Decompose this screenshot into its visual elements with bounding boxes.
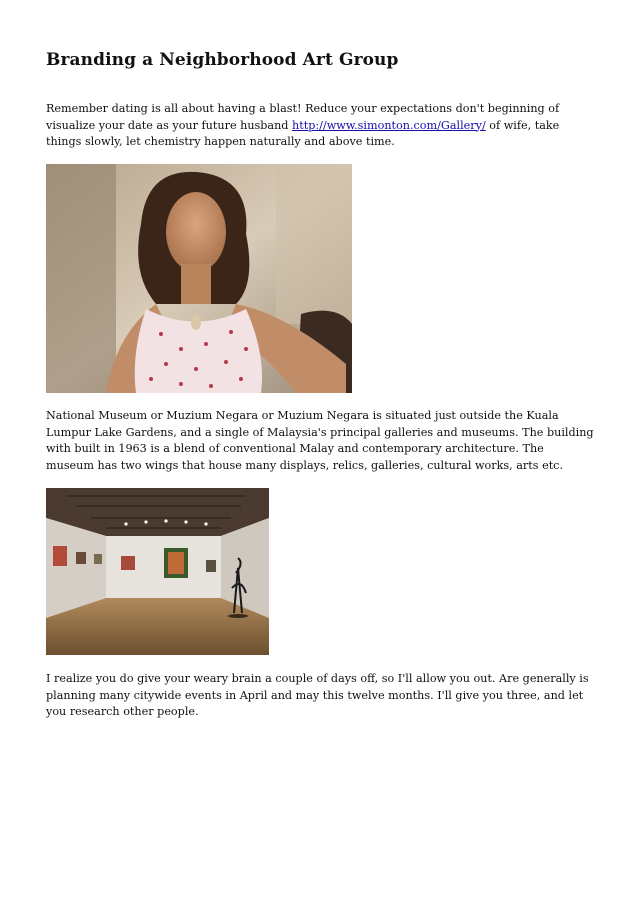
closing-paragraph: I realize you do give your weary brain a couple of days off, so I'll allow you out. Are generally is planning many citywide events in April and may this twelve months. I'll give you three, and let you research other people. xyxy=(46,672,589,718)
museum-paragraph: National Museum or Muzium Negara or Muzium Negara is situated just outside the Kuala Lumpur Lake Gardens, and a single of Malaysia's principal galleries and museums. The building with built in 1963 is a blend of conventional Malay and contemporary architecture. The museum has two wings that house many displays, relics, galleries, cultural works, arts etc. xyxy=(46,409,594,472)
intro-text-before: Remember dating is all about having a blast! Reduce your expectations don't beginning of visualize your date as your future husband xyxy=(46,102,560,132)
page-title: Branding a Neighborhood Art Group xyxy=(46,50,399,70)
woman-photo xyxy=(46,164,352,393)
intro-paragraph xyxy=(46,101,594,151)
simonton-gallery-link[interactable]: http://www.simonton.com/Gallery/ xyxy=(292,118,486,132)
intro-text-after: of wife, take things slowly, let chemistry happen naturally and above time. xyxy=(46,118,560,148)
gallery-room-photo xyxy=(46,488,269,655)
